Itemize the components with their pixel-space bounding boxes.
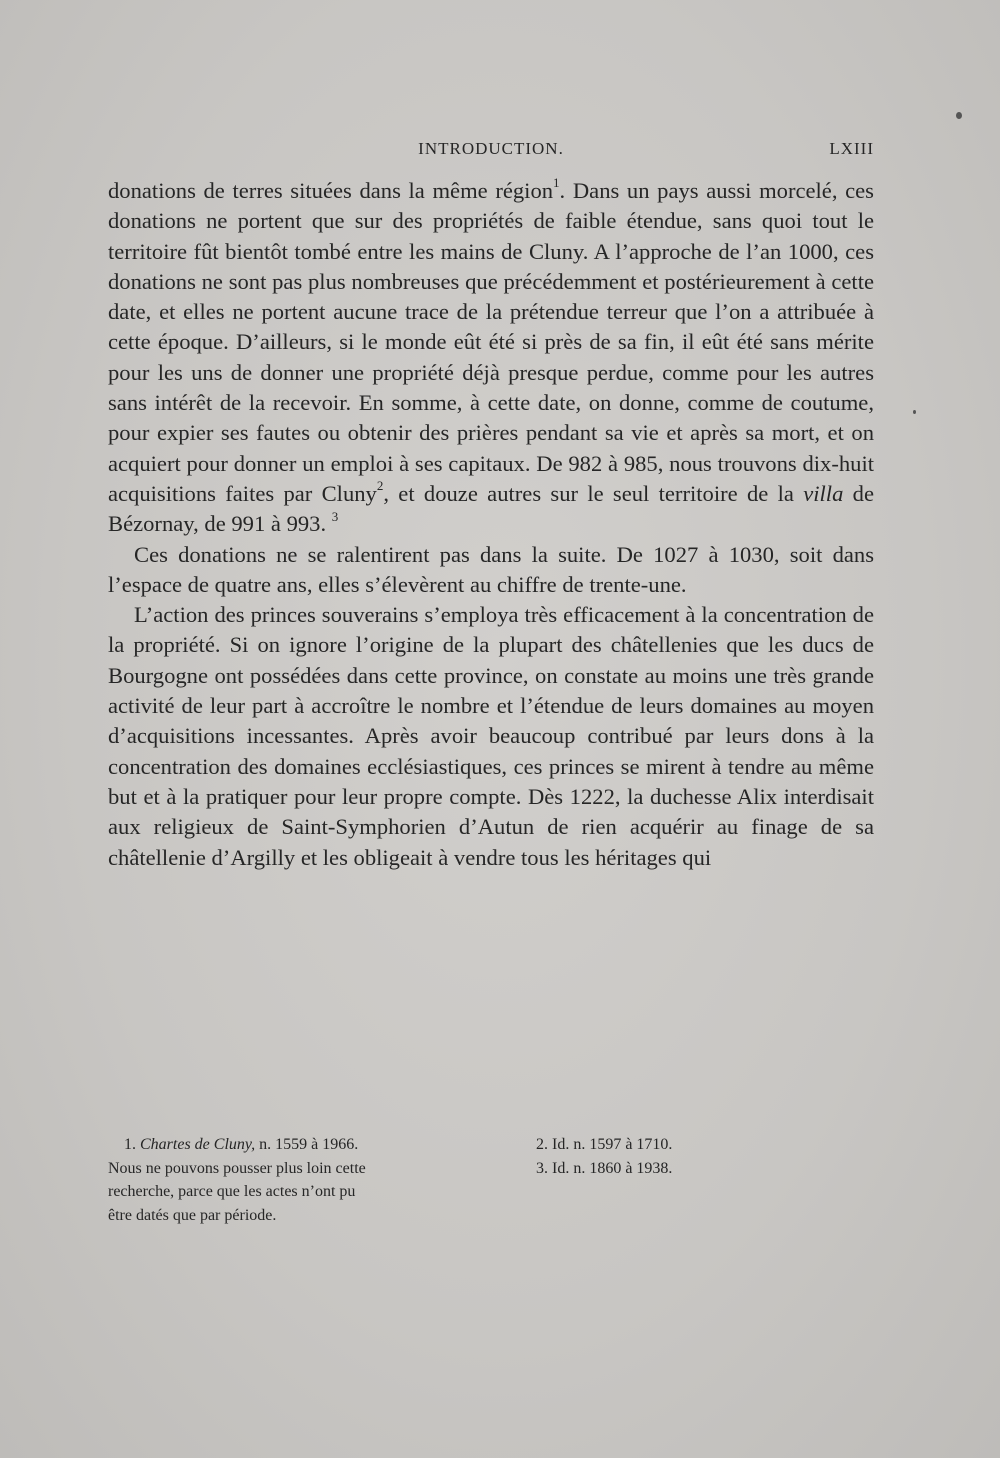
page-number: LXIII bbox=[829, 139, 874, 158]
text-run: . Dans un pays aussi morcelé, ces donations ne portent que sur des propriétés de faible étendue, sans quoi tout le territoire fût bientôt tombé entre les mains de Cluny. A l’approche de l’an 1000, ces donations ne sont pas plus nombreuses que précédemment et postérieurement à cette date, et elles ne portent aucune trace de la prétendue terreur que l’on a attribuée à cette époque. D’ailleurs, si le monde eût été si près de sa fin, il eût été sans mérite pour les uns de donner une propriété déjà presque perdue, comme pour les autres sans intérêt de la recevoir. En somme, à cette date, on donne, comme de coutume, pour expier ses fautes ou obtenir des prières pendant sa vie et après sa mort, et on acquiert pour donner un emploi à ses capitaux. De 982 à 985, nous trouvons dix-huit acquisitions faites par Cluny bbox=[108, 178, 874, 506]
footnote-1-line-2: Nous ne pouvons pousser plus loin cette bbox=[108, 1159, 366, 1177]
running-title: INTRODUCTION. bbox=[418, 139, 564, 158]
ink-speck bbox=[913, 410, 916, 414]
italic-term: villa bbox=[803, 480, 844, 506]
footnote-1 bbox=[108, 1133, 474, 1227]
text-run: donations de terres situées dans la même région bbox=[108, 178, 554, 203]
footnote-1-line-4: être datés que par période. bbox=[108, 1206, 277, 1224]
footnote-1-line-3: recherche, parce que les actes n’ont pu bbox=[108, 1183, 356, 1200]
footnotes bbox=[108, 1133, 874, 1233]
footnote-ref-1: 1 bbox=[553, 175, 560, 191]
footnote-ref: n. 1559 à 1966. bbox=[255, 1136, 359, 1153]
ink-speck bbox=[956, 112, 962, 119]
footnote-3: 3. Id. n. 1860 à 1938. bbox=[536, 1159, 673, 1177]
paragraph-2: Ces donations ne se ralentirent pas dans la suite. De 1027 à 1030, soit dans l’espace de quatre ans, elles s’élevèrent au chiffre de trente-une. bbox=[108, 541, 874, 597]
running-head bbox=[108, 139, 874, 163]
footnote-1-line-1 bbox=[108, 1133, 474, 1157]
footnote-ref-2: 2 bbox=[376, 478, 384, 494]
footnotes-right-column bbox=[536, 1133, 836, 1180]
text-run: , et douze autres sur le seul territoire de la bbox=[383, 480, 804, 506]
footnote-2: 2. Id. n. 1597 à 1710. bbox=[536, 1136, 673, 1153]
footnote-title: Chartes de Cluny, bbox=[140, 1136, 256, 1153]
footnote-ref-3: 3 bbox=[331, 508, 339, 524]
paragraph-1 bbox=[108, 176, 874, 540]
paragraph-3: L’action des princes souverains s’employa très efficacement à la concentration de la propriété. Si on ignore l’origine de la plupart des châtellenies que les ducs de Bourgogne ont possédées dans cette province, on constate au moins une très grande activité de leur part à accroître le nombre et l’étendue de leurs domaines au moyen d’acquisitions incessantes. Après avoir beaucoup contribué par leurs dons à la concentration des domaines ecclésiastiques, ces princes se mirent à tendre au même but et à la pratiquer pour leur propre compte. Dès 1222, la duchesse Alix interdisait aux religieux de Saint-Symphorien d’Autun de rien acquérir au finage de sa châtellenie d’Argilly et les obligeait à vendre tous les héritages qui bbox=[108, 602, 874, 870]
main-text bbox=[108, 176, 874, 873]
text-run: de Bézornay, de 991 à 993. bbox=[108, 480, 875, 537]
footnote-number: 1. bbox=[124, 1136, 136, 1153]
